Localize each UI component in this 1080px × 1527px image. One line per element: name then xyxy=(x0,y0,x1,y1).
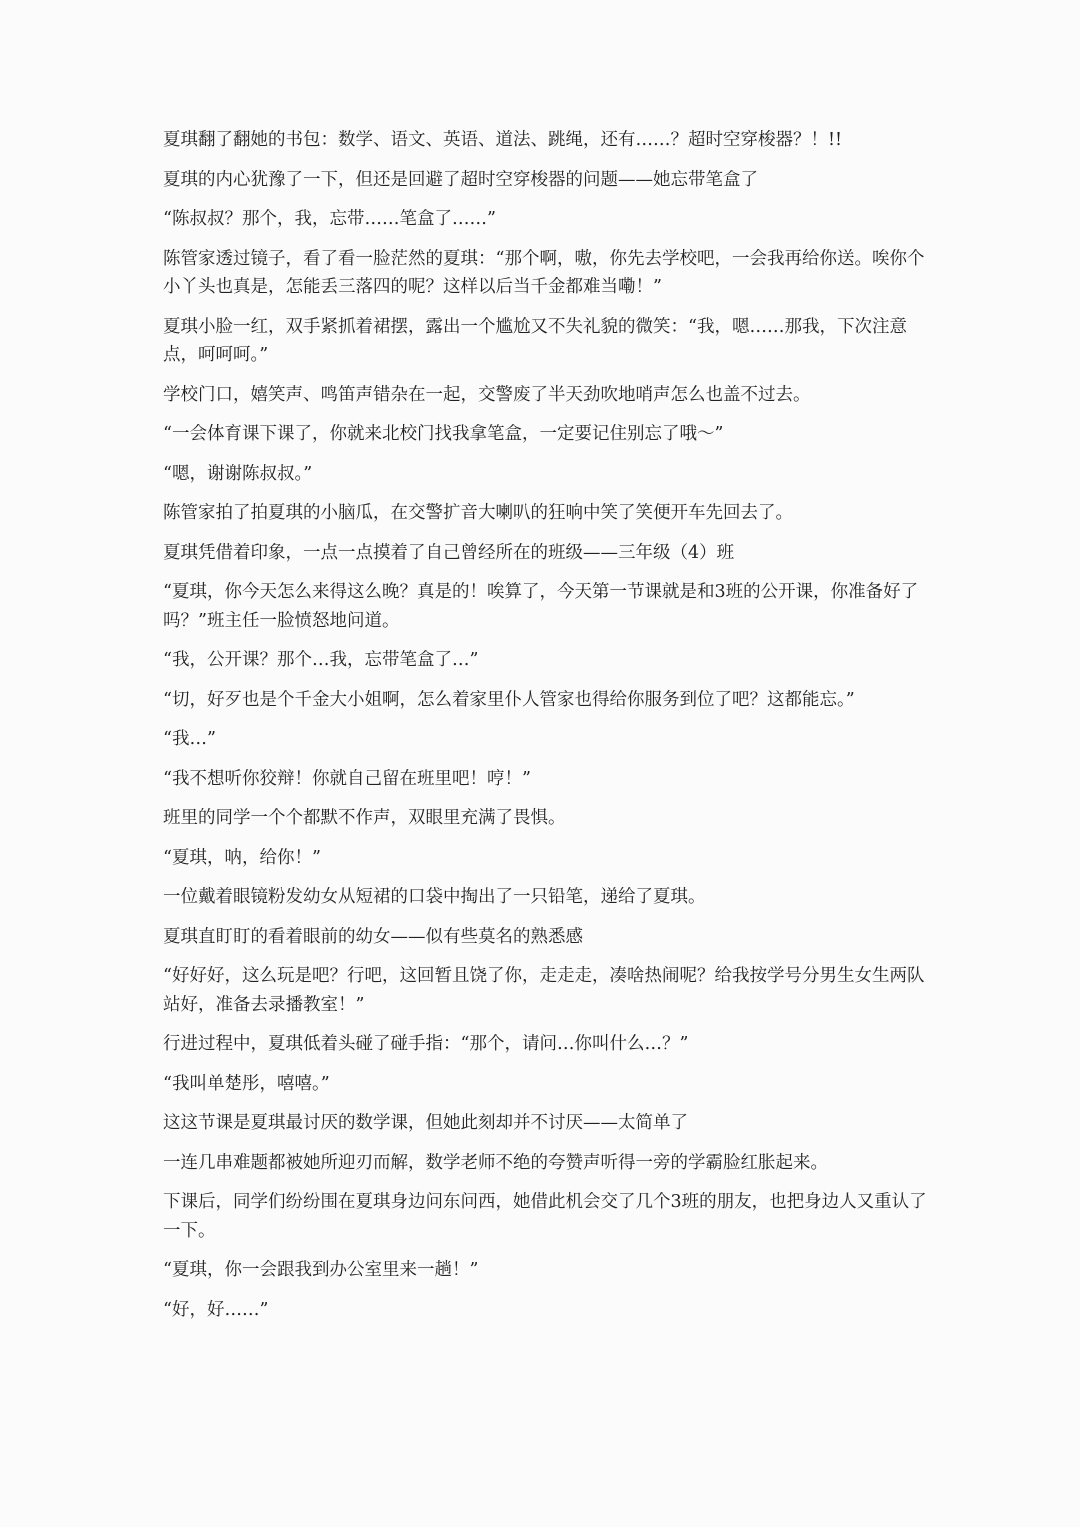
paragraph: 一连几串难题都被她所迎刃而解，数学老师不绝的夸赞声听得一旁的学霸脸红胀起来。 xyxy=(163,1152,828,1173)
paragraph: 学校门口，嬉笑声、鸣笛声错杂在一起，交警废了半天劲吹地哨声怎么也盖不过去。 xyxy=(163,384,811,405)
paragraph: 夏琪凭借着印象，一点一点摸着了自己曾经所在的班级——三年级（4）班 xyxy=(163,542,735,563)
paragraph: “我叫单楚彤，嘻嘻。” xyxy=(163,1073,330,1094)
paragraph: 陈管家拍了拍夏琪的小脑瓜，在交警扩音大喇叭的狂响中笑了笑便开车先回去了。 xyxy=(163,503,793,523)
paragraph: 班里的同学一个个都默不作声，双眼里充满了畏惧。 xyxy=(163,808,566,828)
paragraph: “嗯，谢谢陈叔叔。” xyxy=(163,463,313,484)
paragraph: 行进过程中，夏琪低着头碰了碰手指：“那个，请问…你叫什么…？” xyxy=(163,1034,689,1054)
paragraph: 夏琪翻了翻她的书包：数学、语文、英语、道法、跳绳，还有……？超时空穿梭器？！!! xyxy=(163,130,843,150)
paragraph: 夏琪直盯盯的看着眼前的幼女——似有些莫名的熟悉感 xyxy=(163,926,583,947)
paragraph: “好好好，这么玩是吧？行吧，这回暂且饶了你，走走走，凑啥热闹呢？给我按学号分男生女生两队站好，准备去录播教室！” xyxy=(163,966,925,1015)
paragraph: “夏琪，你一会跟我到办公室里来一趟！” xyxy=(163,1260,479,1280)
paragraph: “我不想听你狡辩！你就自己留在班里吧！哼！” xyxy=(163,768,531,789)
paragraph: “好，好……” xyxy=(163,1299,269,1320)
paragraph: “我，公开课？那个…我，忘带笔盒了…” xyxy=(163,650,479,670)
paragraph: “陈叔叔？那个，我，忘带……笔盒了……” xyxy=(163,209,496,229)
paragraph: 夏琪的内心犹豫了一下，但还是回避了超时空穿梭器的问题——她忘带笔盒了 xyxy=(163,169,758,190)
paragraph: 陈管家透过镜子，看了看一脸茫然的夏琪：“那个啊，嗷，你先去学校吧，一会我再给你送。唉你个小丫头也真是，怎能丢三落四的呢？这样以后当千金都难当嘞！” xyxy=(163,248,925,297)
paragraph: “一会体育课下课了，你就来北校门找我拿笔盒，一定要记住别忘了哦～” xyxy=(163,424,724,444)
paragraph: “夏琪，你今天怎么来得这么晚？真是的！唉算了，今天第一节课就是和3班的公开课，你准备好了吗？”班主任一脸愤怒地问道。 xyxy=(163,582,919,631)
document-body xyxy=(163,126,933,1335)
paragraph: “夏琪，呐，给你！” xyxy=(163,847,321,868)
paragraph: 下课后，同学们纷纷围在夏琪身边问东问西，她借此机会交了几个3班的朋友，也把身边人又重认了一下。 xyxy=(163,1192,927,1241)
paragraph: 这这节课是夏琪最讨厌的数学课，但她此刻却并不讨厌——太简单了 xyxy=(163,1113,688,1133)
paragraph: 夏琪小脸一红，双手紧抓着裙摆，露出一个尴尬又不失礼貌的微笑：“我，嗯……那我，下次注意点，呵呵呵。” xyxy=(163,316,907,365)
paragraph: 一位戴着眼镜粉发幼女从短裙的口袋中掏出了一只铅笔，递给了夏琪。 xyxy=(163,887,706,907)
paragraph: “切，好歹也是个千金大小姐啊，怎么着家里仆人管家也得给你服务到位了吧？这都能忘。” xyxy=(163,689,855,710)
paragraph: “我…” xyxy=(163,729,216,749)
